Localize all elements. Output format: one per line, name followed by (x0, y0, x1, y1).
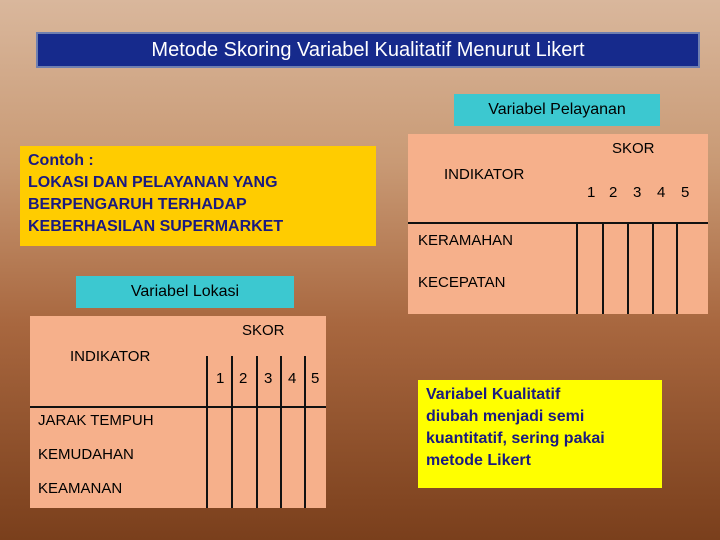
pelayanan-skor-header: SKOR (612, 140, 655, 157)
pelayanan-scale-1: 1 (587, 184, 596, 201)
lokasi-grid-line (231, 356, 233, 508)
lokasi-label-text: Variabel Lokasi (130, 283, 240, 300)
pelayanan-grid-line (576, 222, 578, 314)
example-line-1: Contoh : (28, 152, 94, 169)
lokasi-scale-3: 3 (264, 370, 273, 387)
lokasi-scale-2: 2 (239, 370, 248, 387)
pelayanan-grid-line (676, 222, 678, 314)
lokasi-table (30, 316, 326, 508)
lokasi-row-jarak-tempuh: JARAK TEMPUH (38, 412, 154, 429)
pelayanan-row-kecepatan: KECEPATAN (418, 274, 506, 291)
pelayanan-grid-line (652, 222, 654, 314)
lokasi-indikator-header: INDIKATOR (70, 348, 151, 365)
lokasi-scale-5: 5 (311, 370, 320, 387)
pelayanan-label-text: Variabel Pelayanan (488, 101, 626, 118)
lokasi-scale-4: 4 (288, 370, 297, 387)
example-line-3: BERPENGARUH TERHADAP (28, 196, 247, 213)
example-line-4: KEBERHASILAN SUPERMARKET (28, 218, 284, 235)
lokasi-label (76, 276, 294, 308)
lokasi-row-kemudahan: KEMUDAHAN (38, 446, 134, 463)
pelayanan-grid-line (627, 222, 629, 314)
pelayanan-grid-line (408, 222, 708, 224)
lokasi-scale-1: 1 (216, 370, 225, 387)
lokasi-grid-line (304, 356, 306, 508)
example-line-2: LOKASI DAN PELAYANAN YANG (28, 174, 278, 191)
lokasi-grid-line (206, 356, 208, 508)
lokasi-grid-line (256, 356, 258, 508)
pelayanan-scale-3: 3 (633, 184, 642, 201)
pelayanan-indikator-header: INDIKATOR (444, 166, 525, 183)
note-line-1: Variabel Kualitatif (426, 386, 561, 403)
pelayanan-table (408, 134, 708, 314)
example-box (20, 146, 376, 246)
pelayanan-scale-5: 5 (681, 184, 690, 201)
page-title-text: Metode Skoring Variabel Kualitatif Menurut Likert (151, 38, 585, 61)
note-line-3: kuantitatif, sering pakai (426, 430, 605, 447)
lokasi-grid-line (280, 356, 282, 508)
lokasi-skor-header: SKOR (242, 322, 285, 339)
pelayanan-row-keramahan: KERAMAHAN (418, 232, 514, 249)
lokasi-row-keamanan: KEAMANAN (38, 480, 123, 497)
pelayanan-scale-2: 2 (609, 184, 618, 201)
pelayanan-scale-4: 4 (657, 184, 666, 201)
note-line-2: diubah menjadi semi (426, 408, 585, 425)
note-line-4: metode Likert (426, 452, 531, 469)
pelayanan-grid-line (602, 222, 604, 314)
pelayanan-label (454, 94, 660, 126)
page-title (36, 32, 700, 68)
note-box (418, 380, 662, 488)
